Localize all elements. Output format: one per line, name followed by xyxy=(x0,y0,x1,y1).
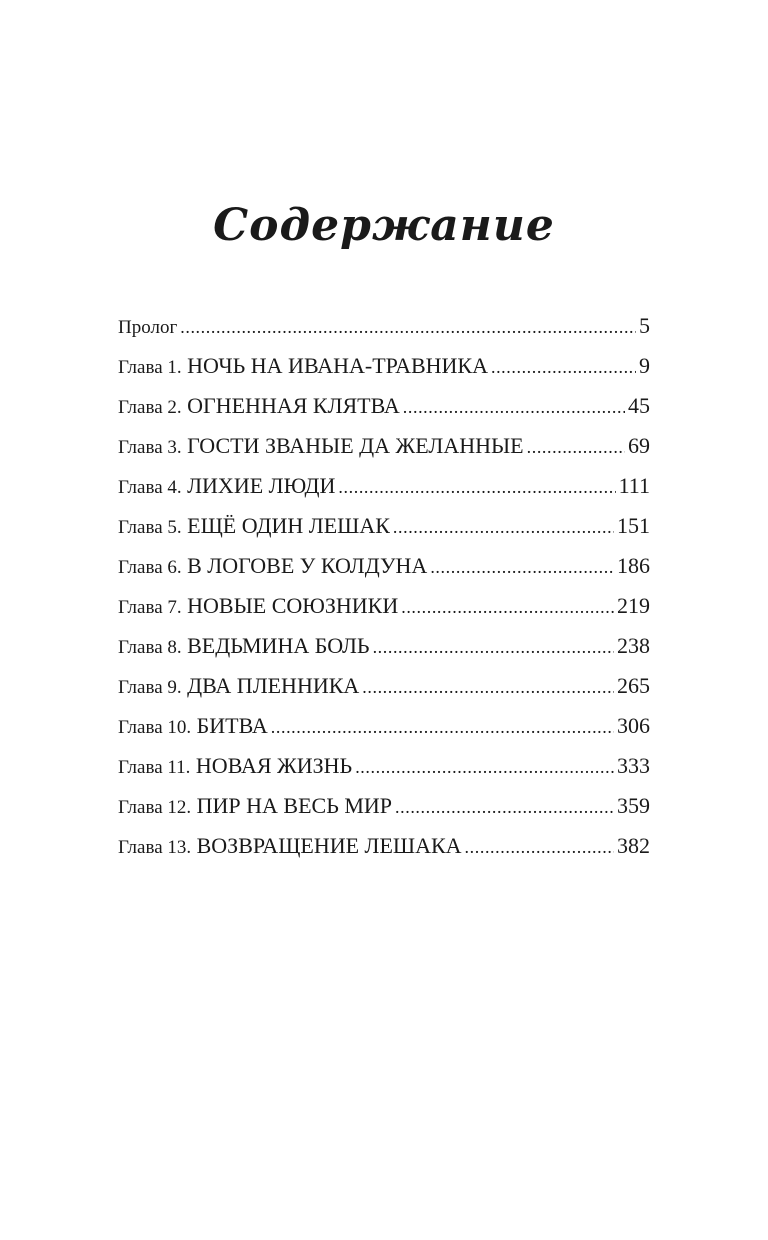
toc-row xyxy=(118,506,650,546)
table-of-contents xyxy=(118,306,650,866)
toc-entry xyxy=(118,826,462,866)
dot-leader xyxy=(180,307,636,346)
toc-row xyxy=(118,626,650,666)
dot-leader xyxy=(338,467,615,506)
dot-leader xyxy=(465,827,614,866)
toc-entry xyxy=(118,666,359,706)
toc-chapter-name: ПИР НА ВЕСЬ МИР xyxy=(196,793,393,818)
toc-row xyxy=(118,426,650,466)
toc-row xyxy=(118,786,650,826)
toc-row xyxy=(118,466,650,506)
toc-page-number: 9 xyxy=(639,353,650,378)
toc-page-number: 186 xyxy=(617,553,650,578)
toc-entry xyxy=(118,346,488,386)
toc-page-number: 111 xyxy=(618,473,650,498)
toc-page-number: 265 xyxy=(617,673,650,698)
dot-leader xyxy=(401,587,614,626)
toc-entry xyxy=(118,466,335,506)
toc-prefix: Глава 8. xyxy=(118,637,182,658)
toc-chapter-name: ЛИХИЕ ЛЮДИ xyxy=(187,473,336,498)
toc-prefix: Глава 5. xyxy=(118,517,182,538)
toc-row xyxy=(118,306,650,346)
toc-chapter-name: ВЕДЬМИНА БОЛЬ xyxy=(187,633,370,658)
toc-entry xyxy=(118,386,400,426)
toc-page-number: 238 xyxy=(617,633,650,658)
toc-row xyxy=(118,706,650,746)
toc-chapter-name: ГОСТИ ЗВАНЫЕ ДА ЖЕЛАННЫЕ xyxy=(187,433,524,458)
toc-page-number: 359 xyxy=(617,793,650,818)
toc-page-number: 151 xyxy=(617,513,650,538)
toc-prefix: Глава 3. xyxy=(118,437,182,458)
dot-leader xyxy=(527,427,625,466)
toc-chapter-name: БИТВА xyxy=(196,713,268,738)
dot-leader xyxy=(271,707,614,746)
page-title: Содержание xyxy=(213,200,555,251)
toc-chapter-name: ОГНЕННАЯ КЛЯТВА xyxy=(187,393,400,418)
toc-entry xyxy=(118,586,398,626)
toc-entry xyxy=(118,626,370,666)
dot-leader xyxy=(355,747,614,786)
toc-chapter-name: В ЛОГОВЕ У КОЛДУНА xyxy=(187,553,428,578)
toc-entry xyxy=(118,546,427,586)
toc-prefix: Глава 2. xyxy=(118,397,182,418)
toc-entry xyxy=(118,426,524,466)
toc-chapter-name: ДВА ПЛЕННИКА xyxy=(187,673,360,698)
toc-prefix: Глава 10. xyxy=(118,717,192,738)
dot-leader xyxy=(430,547,614,586)
toc-chapter-name: НОВАЯ ЖИЗНЬ xyxy=(195,753,353,778)
toc-page-number: 45 xyxy=(628,393,650,418)
toc-prefix: Глава 7. xyxy=(118,597,182,618)
toc-prefix: Глава 12. xyxy=(118,797,192,818)
toc-chapter-name: ВОЗВРАЩЕНИЕ ЛЕШАКА xyxy=(196,833,462,858)
toc-entry xyxy=(118,306,177,346)
toc-entry xyxy=(118,506,390,546)
toc-prefix: Глава 9. xyxy=(118,677,182,698)
toc-row xyxy=(118,386,650,426)
toc-row xyxy=(118,586,650,626)
dot-leader xyxy=(491,347,636,386)
toc-chapter-name: НОВЫЕ СОЮЗНИКИ xyxy=(187,593,399,618)
toc-prefix: Глава 11. xyxy=(118,757,191,778)
toc-prefix: Глава 6. xyxy=(118,557,182,578)
toc-entry xyxy=(118,746,352,786)
toc-entry xyxy=(118,786,392,826)
dot-leader xyxy=(393,507,614,546)
toc-entry xyxy=(118,706,268,746)
dot-leader xyxy=(373,627,614,666)
dot-leader xyxy=(403,387,625,426)
toc-page-number: 382 xyxy=(617,833,650,858)
dot-leader xyxy=(362,667,614,706)
toc-chapter-name: ЕЩЁ ОДИН ЛЕШАК xyxy=(187,513,390,538)
toc-prefix: Пролог xyxy=(118,317,178,338)
toc-row xyxy=(118,546,650,586)
toc-prefix: Глава 4. xyxy=(118,477,182,498)
toc-page-number: 69 xyxy=(628,433,650,458)
toc-page-number: 219 xyxy=(617,593,650,618)
toc-page-number: 333 xyxy=(617,753,650,778)
toc-chapter-name: НОЧЬ НА ИВАНА-ТРАВНИКА xyxy=(187,353,488,378)
toc-prefix: Глава 13. xyxy=(118,837,192,858)
toc-page-number: 5 xyxy=(639,313,650,338)
toc-prefix: Глава 1. xyxy=(118,357,182,378)
toc-page-number: 306 xyxy=(617,713,650,738)
toc-row xyxy=(118,746,650,786)
toc-row xyxy=(118,666,650,706)
toc-row xyxy=(118,346,650,386)
toc-row xyxy=(118,826,650,866)
dot-leader xyxy=(395,787,614,826)
